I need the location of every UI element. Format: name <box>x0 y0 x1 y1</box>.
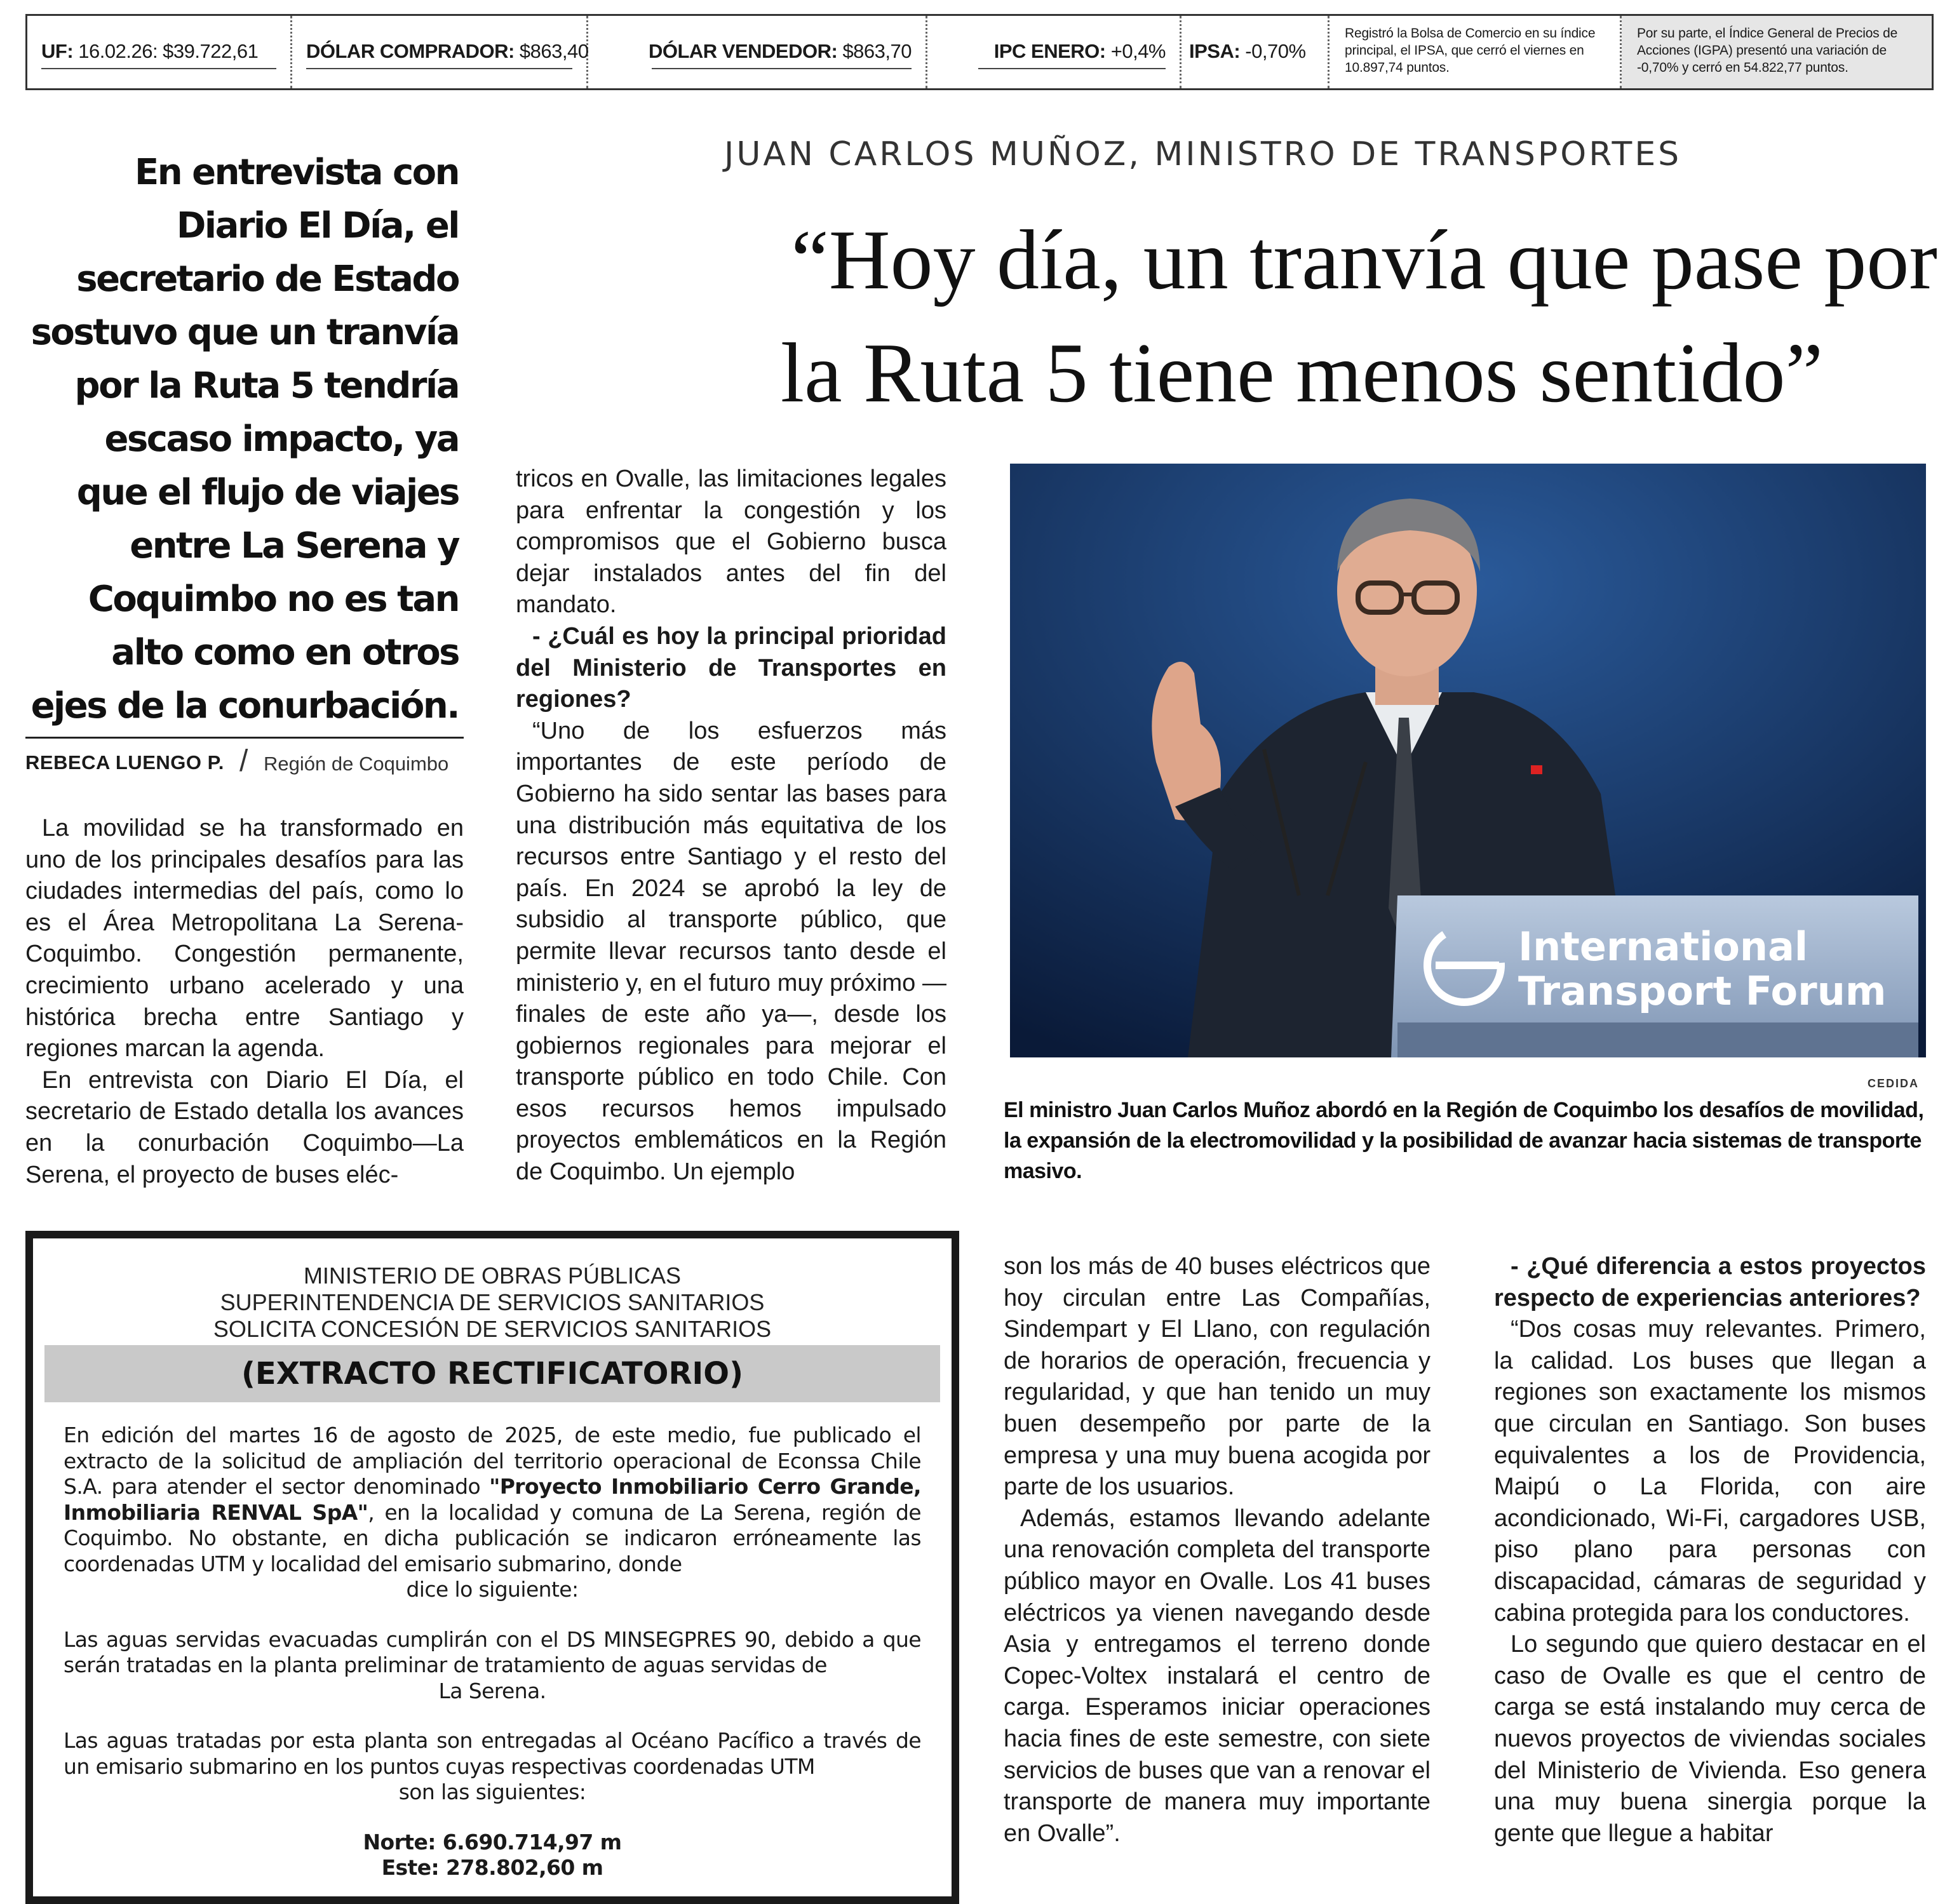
byline-region: Región de Coquimbo <box>264 753 449 775</box>
article-column-3 <box>1004 1251 1431 1861</box>
ticker-ipc: IPC ENERO: +0,4% <box>927 16 1181 88</box>
article-column-1 <box>25 813 464 1188</box>
byline <box>25 737 464 783</box>
coordinate-norte: Norte: 6.690.714,97 m <box>363 1829 622 1854</box>
headline-line-2: la Ruta 5 tiene menos sentido” <box>780 326 1823 420</box>
podium-line-1: International <box>1518 923 1808 970</box>
paragraph: “Dos cosas muy relevantes. Primero, la calidad. Los buses que llegan a regiones son exactamente los mismos que circulan en Santiago. Son buses equivalentes a los de Providencia, Maipú o La Florida, con aire acondicionado, Wi-Fi, cargadores USB, piso plano para personas con discapacidad, cámaras de seguridad y cabina protegida para los conductores. <box>1494 1316 1926 1626</box>
headline-line-1: “Hoy día, un tranvía que pase por <box>791 213 1937 307</box>
paragraph: La movilidad se ha transformado en uno de los principales desafíos para las ciudades intermedias del país, como lo es el Área Metropolitana La Serena-Coquimbo. Congestión permanente, crecimiento urbano acelerado y una histórica brecha entre Santiago y regiones marcan la agenda. <box>25 815 464 1063</box>
notice-body <box>64 1423 921 1881</box>
notice-solicita: SOLICITA CONCESIÓN DE SERVICIOS SANITARIOS <box>213 1316 772 1342</box>
ticker-dolar-vendedor: DÓLAR VENDEDOR: $863,70 <box>588 16 927 88</box>
article-photo <box>1010 464 1926 1057</box>
paragraph: “Uno de los esfuerzos más importantes de este período de Gobierno ha sido sentar las bases para una distribución más equitativa de los recursos entre Santiago y el resto del país. En 2024 se aprobó la ley de subsidio al transporte público, que permite llevar recursos tanto desde el ministerio y, en el futuro muy próximo —finales de este año ya—, desde los gobiernos regionales para mejorar el transporte público en todo Chile. Con esos recursos hemos impulsado proyectos emblemáticos en la Región de Coquimbo. Un ejemplo <box>516 717 946 1186</box>
ticker-dolar-comprador: DÓLAR COMPRADOR: $863,40 <box>292 16 588 88</box>
ticker-note-igpa: Por su parte, el Índice General de Precios de Acciones (IGPA) presentó una variación de -0,70% y cerró en 54.822,77 puntos. <box>1622 16 1932 88</box>
article-headline <box>495 203 1937 429</box>
paragraph: Lo segundo que quiero destacar en el caso de Ovalle es que el centro de carga se está instalando muy cerca de nuevos proyectos de viviendas sociales del Ministerio de Vivienda. Eso genera una muy buena sinergia porque la gente que llegue a habitar <box>1494 1631 1926 1847</box>
notice-header <box>33 1263 952 1343</box>
article-column-2 <box>516 464 946 1194</box>
notice-superintendencia: SUPERINTENDENCIA DE SERVICIOS SANITARIOS <box>220 1289 765 1315</box>
ticker-note-ipsa: Registró la Bolsa de Comercio en su índice principal, el IPSA, que cerró el viernes en 10.897,74 puntos. <box>1330 16 1622 88</box>
photo-credit: CEDIDA <box>1868 1077 1920 1090</box>
paragraph: En entrevista con Diario El Día, el secretario de Estado detalla los avances en la conurbación Coquimbo—La Serena, el proyecto de buses eléc- <box>25 1066 464 1188</box>
podium-line-2: Transport Forum <box>1518 968 1887 1014</box>
legal-notice <box>25 1231 959 1904</box>
article-column-4 <box>1494 1251 1926 1861</box>
paragraph: son los más de 40 buses eléctricos que hoy circulan entre Las Compañías, Sindempart y El Llano, con regulación de horarios de operación, frecuencia y regularidad, y que han tenido un muy buen desempeño por parte de la empresa y una muy buena acogida por parte de los usuarios. <box>1004 1253 1431 1501</box>
interview-question: - ¿Cuál es hoy la principal prioridad del Ministerio de Transportes en regiones? <box>516 622 946 713</box>
market-ticker <box>25 14 1934 90</box>
notice-paragraph: Las aguas tratadas por esta planta son entregadas al Océano Pacífico a través de un emisario submarino en los puntos cuyas respectivas coordenadas UTM son las siguientes: <box>64 1728 921 1804</box>
paragraph: tricos en Ovalle, las limitaciones legales para enfrentar la congestión y los compromisos que el Gobierno busca dejar instalados antes del fin del mandato. <box>516 466 946 619</box>
article-lead: En entrevista con Diario El Día, el secretario de Estado sostuvo que un tranvía por la Ruta 5 tendría escaso impacto, ya que el flujo de viajes entre La Serena y Coquimbo no es tan alto como en otros ejes de la conurbación. <box>30 152 459 727</box>
interview-question: - ¿Qué diferencia a estos proyectos respecto de experiencias anteriores? <box>1494 1253 1926 1311</box>
coordinate-este: Este: 278.802,60 m <box>381 1855 603 1880</box>
byline-divider: / <box>239 744 248 778</box>
notice-title: (EXTRACTO RECTIFICATORIO) <box>44 1345 940 1402</box>
ticker-ipsa: IPSA: -0,70% <box>1181 16 1330 88</box>
paragraph: Además, estamos llevando adelante una renovación completa del transporte público mayor en Ovalle. Los 41 buses eléctricos ya vienen navegando desde Asia y entregamos el terreno donde Copec-Voltex instalará el centro de carga. Esperamos iniciar operaciones hacia fines de este semestre, con siete servicios de buses que van a renovar el transporte de manera muy importante en Ovalle”. <box>1004 1505 1431 1847</box>
notice-ministry: MINISTERIO DE OBRAS PÚBLICAS <box>303 1263 682 1289</box>
article-kicker: JUAN CARLOS MUÑOZ, MINISTRO DE TRANSPORTES <box>724 135 1682 173</box>
notice-paragraph: En edición del martes 16 de agosto de 2025, de este medio, fue publicado el extracto de la solicitud de ampliación del territorio operacional de Econssa Chile S.A. para atender el sector denominado "Proyecto Inmobiliario Cerro Grande, Inmobiliaria RENVAL SpA", en la localidad y comuna de La Serena, región de Coquimbo. No obstante, en dicha publicación se indicaron erróneamente las coordenadas UTM y localidad del emisario submarino, donde dice lo siguiente: <box>64 1423 921 1602</box>
byline-author: REBECA LUENGO P. <box>25 751 224 774</box>
photo-caption: El ministro Juan Carlos Muñoz abordó en la Región de Coquimbo los desafíos de movilidad, la expansión de la electromovilidad y la posibilidad de avanzar hacia sistemas de transporte masivo. <box>1004 1098 1924 1183</box>
ticker-uf: UF: 16.02.26: $39.722,61 <box>27 16 292 88</box>
notice-paragraph: Las aguas servidas evacuadas cumplirán con el DS MINSEGPRES 90, debido a que serán tratadas en la planta preliminar de tratamiento de aguas servidas de La Serena. <box>64 1626 921 1703</box>
minister-at-podium-illustration <box>1010 464 1926 1057</box>
